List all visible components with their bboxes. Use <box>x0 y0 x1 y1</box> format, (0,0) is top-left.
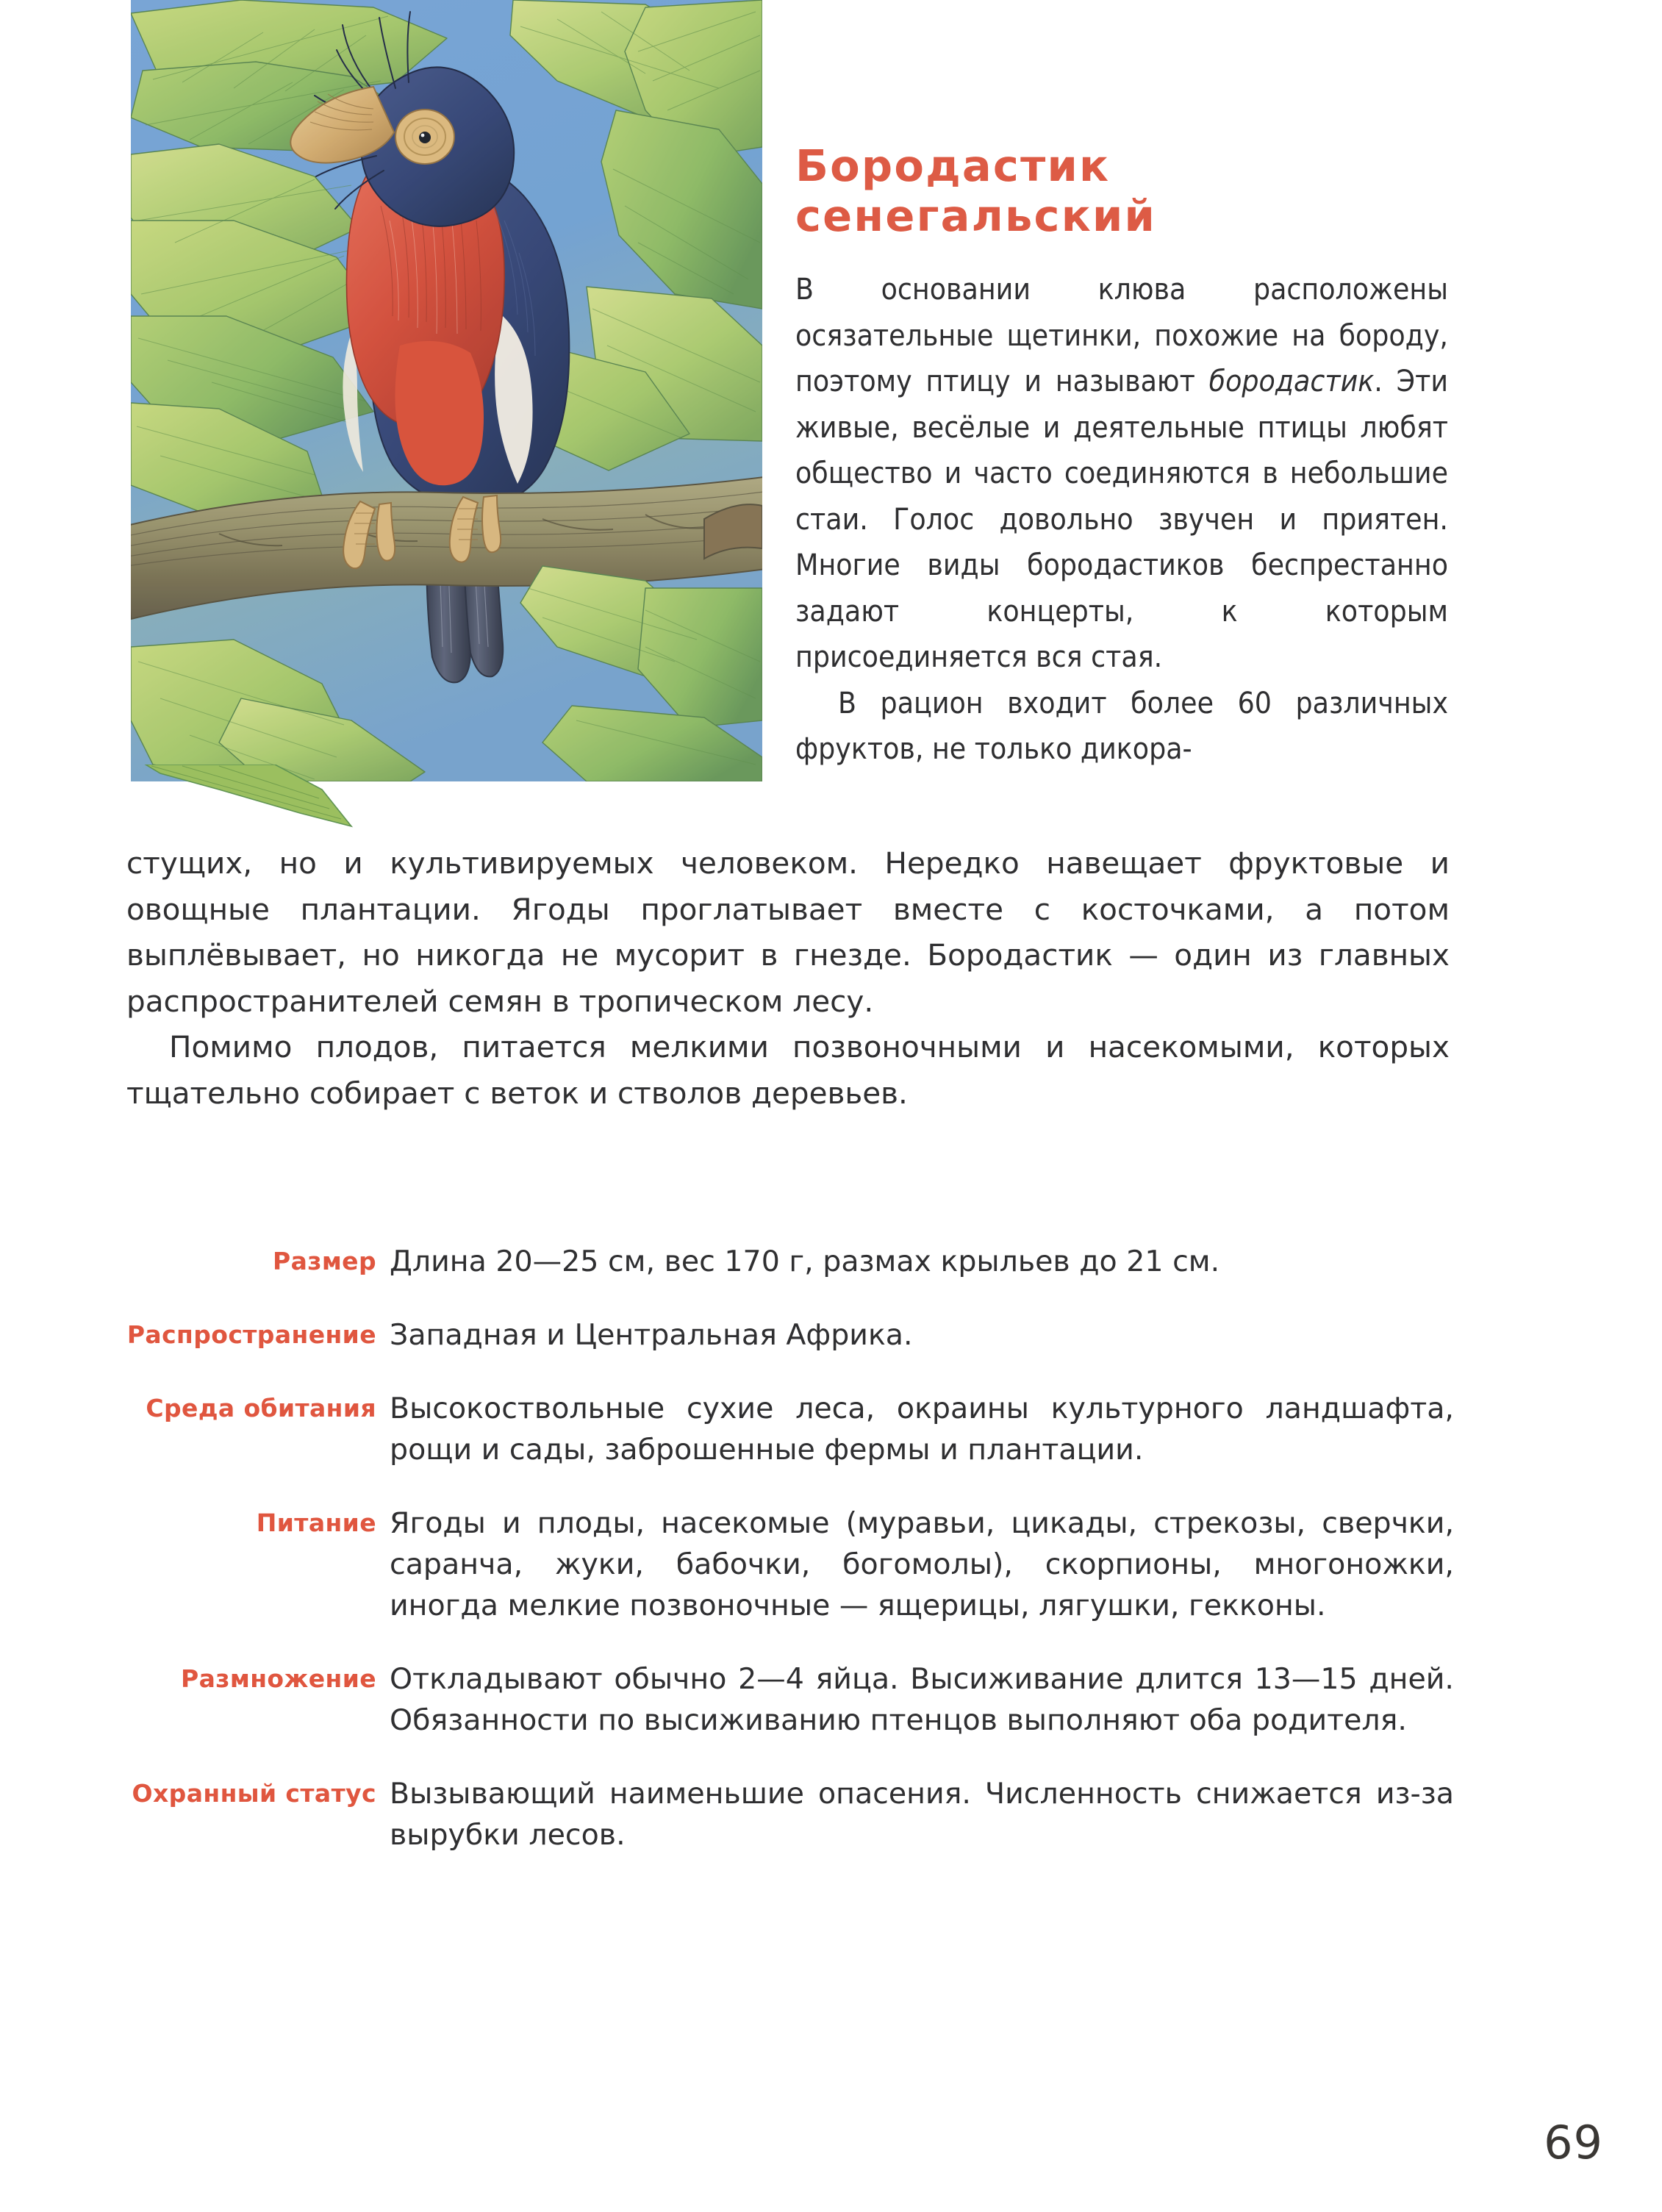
fact-label-reproduction: Размножение <box>181 1664 376 1693</box>
fact-row-diet <box>126 1503 1454 1626</box>
fact-value-reproduction: Откладывают обычно 2—4 яйца. Высиживание длится 13—15 дней. Обязанности по высиживанию птенцов выполняют оба родителя. <box>390 1662 1454 1737</box>
fact-value-conservation-status: Вызывающий наименьшие опасения. Численность снижается из-за вырубки лесов. <box>390 1777 1454 1852</box>
fact-label-habitat: Среда обитания <box>146 1394 376 1422</box>
fact-row-habitat <box>126 1388 1454 1470</box>
fact-row-conservation-status <box>126 1773 1454 1855</box>
intro-p1-italic-term: бородастик <box>1208 363 1375 398</box>
bird-illustration-frame <box>131 0 762 781</box>
fact-label-conservation-status: Охранный статус <box>132 1779 376 1808</box>
fact-label-distribution: Распространение <box>126 1320 376 1349</box>
body-paragraph-2-continuation: стущих, но и культивируемых человеком. Нередко навещает фруктовые и овощные плантации. Ягоды проглатывает вместе с косточками, а потом выплёвывает, но никогда не мусорит в гнезде. Бородастик — один из главных распространителей семян в тропическом лесу. <box>126 845 1450 1019</box>
fact-row-distribution <box>126 1314 1454 1356</box>
bird-illustration-art <box>131 0 762 781</box>
fact-label-size: Размер <box>272 1247 376 1275</box>
fact-row-reproduction <box>126 1658 1454 1741</box>
fact-value-diet: Ягоды и плоды, насекомые (муравьи, цикады, стрекозы, сверчки, саранча, жуки, бабочки, богомолы), скорпионы, многоножки, иногда мелкие позвоночные — ящерицы, лягушки, гекконы. <box>390 1506 1454 1622</box>
page-title-line-1: Бородастик <box>795 140 1111 191</box>
fact-value-distribution: Западная и Центральная Африка. <box>390 1318 913 1352</box>
fact-label-diet: Питание <box>256 1508 376 1537</box>
fact-value-habitat: Высокоствольные сухие леса, окраины культурного ландшафта, рощи и сады, заброшенные фермы и плантации. <box>390 1392 1454 1467</box>
page-title-line-2: сенегальский <box>795 190 1157 241</box>
intro-paragraph-1 <box>795 266 1448 680</box>
bird-illustration <box>131 0 762 781</box>
fact-value-size: Длина 20—25 см, вес 170 г, размах крыльев до 21 см. <box>390 1245 1220 1278</box>
fact-row-size <box>126 1241 1454 1282</box>
body-paragraphs <box>126 840 1450 1116</box>
intro-p1-part-b: . Эти живые, весёлые и деятельные птицы любят общество и часто соединяются в небольшие стаи. Голос довольно звучен и приятен. Многие виды бородастиков беспрестанно задают концерты, к которым присоединяется вся стая. <box>795 363 1448 674</box>
intro-p1-part-a: В основании клюва расположены осязательные щетинки, похожие на бороду, поэтому птицу и называют <box>795 271 1448 398</box>
page-title <box>795 141 1516 242</box>
intro-paragraph-2-start: В рацион входит более 60 различных фруктов, не только дикора- <box>795 684 1448 766</box>
page-number: 69 <box>1544 2116 1603 2169</box>
species-facts-table <box>126 1241 1454 1888</box>
intro-column <box>795 266 1448 772</box>
body-paragraph-3: Помимо плодов, питается мелкими позвоночными и насекомыми, которых тщательно собирает с веток и стволов деревьев. <box>126 1029 1450 1111</box>
